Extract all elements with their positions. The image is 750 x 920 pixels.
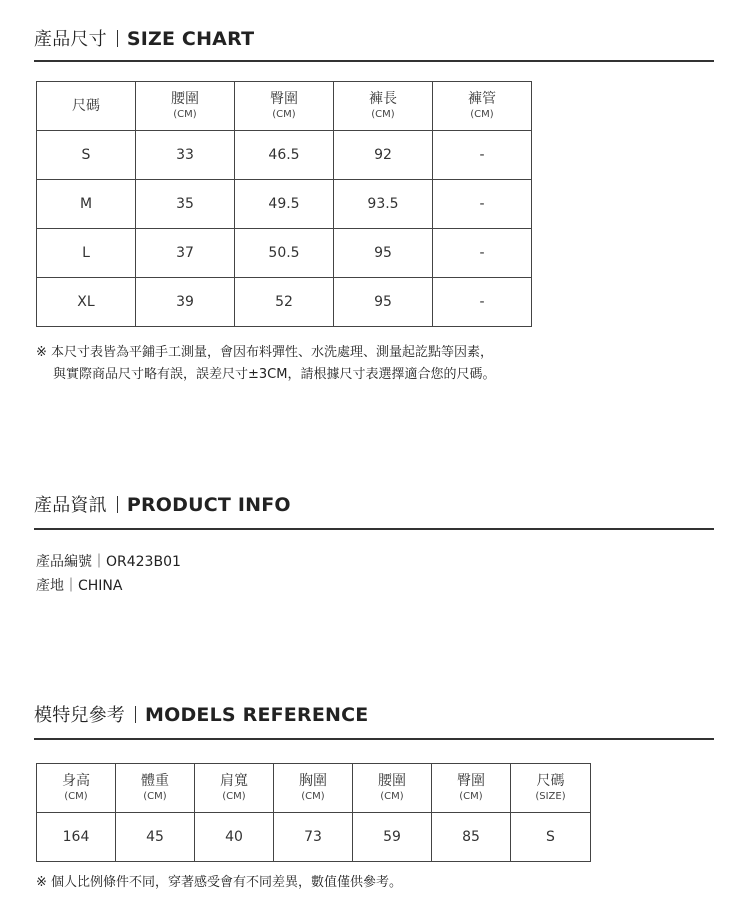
- product-info-divider: [34, 528, 714, 530]
- models-header-unit: (CM): [380, 791, 404, 802]
- models-header-cell: [195, 764, 274, 813]
- models-reference-divider: [34, 738, 714, 740]
- size-chart-title: [34, 25, 254, 51]
- size-header-cell: [235, 82, 334, 131]
- model-chest-cell: 73: [274, 813, 353, 862]
- table-row: [37, 131, 532, 180]
- models-header-unit: (CM): [222, 791, 246, 802]
- model-waist-cell: 59: [353, 813, 432, 862]
- models-header-cell: [432, 764, 511, 813]
- size-header-row: [37, 82, 532, 131]
- models-header-label: 腰圍: [378, 773, 406, 789]
- models-header-label: 胸圍: [299, 773, 327, 789]
- models-header-cell: [116, 764, 195, 813]
- table-row: [37, 278, 532, 327]
- hip-cell: 49.5: [235, 180, 334, 229]
- models-header-cell: [353, 764, 432, 813]
- size-cell: S: [37, 131, 136, 180]
- size-header-label: 褲長: [369, 91, 397, 107]
- size-header-label: 腰圍: [171, 91, 199, 107]
- product-code: 產品編號｜OR423B01: [36, 554, 181, 570]
- size-chart-note-line2: 與實際商品尺寸略有誤，誤差尺寸±3CM，請根據尺寸表選擇適合您的尺碼。: [53, 367, 496, 382]
- waist-cell: 39: [136, 278, 235, 327]
- waist-cell: 35: [136, 180, 235, 229]
- model-height-cell: 164: [37, 813, 116, 862]
- size-header-label: 臀圍: [270, 91, 298, 107]
- size-cell: L: [37, 229, 136, 278]
- product-origin: 產地｜CHINA: [36, 578, 123, 594]
- hip-cell: 50.5: [235, 229, 334, 278]
- size-header-unit: (CM): [470, 109, 494, 120]
- size-header-label: 尺碼: [72, 97, 100, 114]
- size-chart-divider: [34, 60, 714, 62]
- size-header-unit: (CM): [371, 109, 395, 120]
- product-info-title-en: PRODUCT INFO: [126, 494, 291, 516]
- size-header-cell: [334, 82, 433, 131]
- leg-opening-cell: -: [433, 180, 532, 229]
- models-header-cell: [274, 764, 353, 813]
- models-reference-table: [36, 763, 591, 862]
- size-chart-note-line1: ※ 本尺寸表皆為平鋪手工測量，會因布料彈性、水洗處理、測量起訖點等因素，: [36, 345, 494, 360]
- length-cell: 95: [334, 278, 433, 327]
- table-row: [37, 180, 532, 229]
- size-header-label: 褲管: [468, 91, 496, 107]
- models-reference-title: [34, 701, 368, 727]
- models-header-label: 身高: [62, 773, 90, 789]
- hip-cell: 52: [235, 278, 334, 327]
- size-cell: M: [37, 180, 136, 229]
- models-reference-title-zh: 模特兒參考: [34, 705, 125, 726]
- waist-cell: 37: [136, 229, 235, 278]
- size-header-unit: (CM): [173, 109, 197, 120]
- hip-cell: 46.5: [235, 131, 334, 180]
- waist-cell: 33: [136, 131, 235, 180]
- size-cell: XL: [37, 278, 136, 327]
- models-reference-title-en: MODELS REFERENCE: [145, 704, 369, 726]
- models-header-unit: (SIZE): [535, 791, 566, 802]
- length-cell: 95: [334, 229, 433, 278]
- models-header-label: 體重: [141, 773, 169, 789]
- size-header-cell: [433, 82, 532, 131]
- model-size-cell: S: [511, 813, 591, 862]
- models-reference-note: ※ 個人比例條件不同，穿著感受會有不同差異，數值僅供參考。: [36, 875, 403, 890]
- table-row: [37, 229, 532, 278]
- table-row: [37, 813, 591, 862]
- models-header-label: 肩寬: [220, 773, 248, 789]
- product-info-title: [34, 491, 291, 517]
- model-hip-cell: 85: [432, 813, 511, 862]
- models-header-label: 尺碼: [536, 773, 565, 789]
- length-cell: 93.5: [334, 180, 433, 229]
- leg-opening-cell: -: [433, 131, 532, 180]
- leg-opening-cell: -: [433, 229, 532, 278]
- leg-opening-cell: -: [433, 278, 532, 327]
- model-shoulder-cell: 40: [195, 813, 274, 862]
- models-header-cell: [511, 764, 591, 813]
- model-weight-cell: 45: [116, 813, 195, 862]
- models-header-label: 臀圍: [457, 773, 485, 789]
- title-separator: [135, 706, 136, 723]
- title-separator: [117, 30, 118, 47]
- models-header-unit: (CM): [143, 791, 167, 802]
- length-cell: 92: [334, 131, 433, 180]
- models-header-unit: (CM): [301, 791, 325, 802]
- models-header-row: [37, 764, 591, 813]
- models-header-unit: (CM): [64, 791, 88, 802]
- models-header-cell: [37, 764, 116, 813]
- size-chart-title-en: SIZE CHART: [126, 28, 255, 50]
- size-header-cell: [136, 82, 235, 131]
- size-chart-table: [36, 81, 532, 327]
- size-header-unit: (CM): [272, 109, 296, 120]
- models-header-unit: (CM): [459, 791, 483, 802]
- size-chart-title-zh: 產品尺寸: [34, 29, 107, 50]
- title-separator: [117, 496, 118, 513]
- size-header-cell: [37, 82, 136, 131]
- product-info-title-zh: 產品資訊: [34, 495, 107, 516]
